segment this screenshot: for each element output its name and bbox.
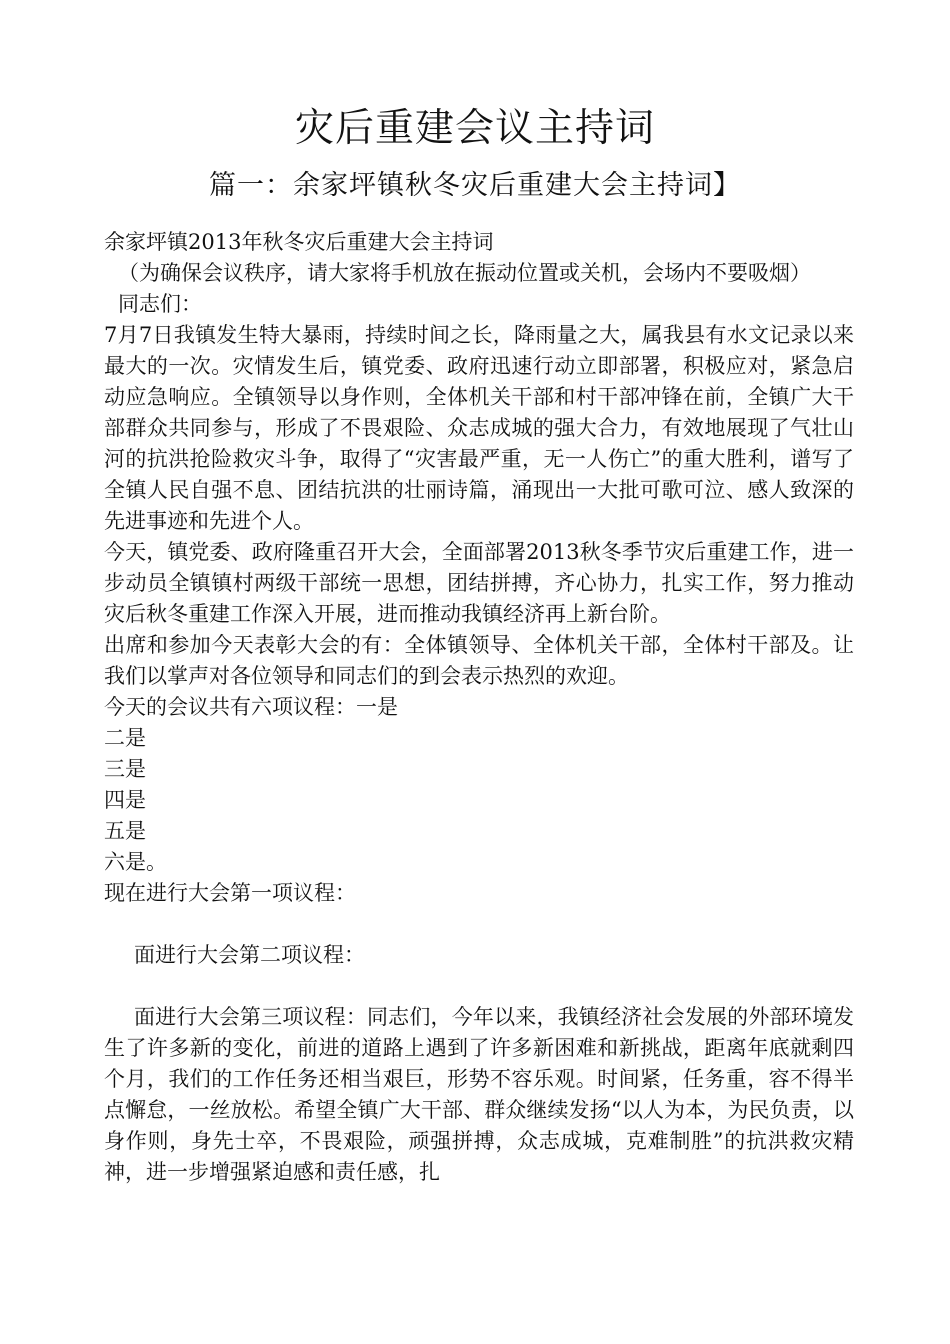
document-title: 灾后重建会议主持词 (294, 106, 655, 151)
agenda-item: 二是 (104, 726, 146, 750)
agenda-item: 五是 (104, 819, 146, 843)
blank-line (104, 971, 854, 1002)
paragraph-greeting: 同志们： (118, 292, 202, 316)
paragraph-attendees: 出席和参加今天表彰大会的有：全体镇领导、全体机关干部，全体村干部及。让我们以掌声对各位领导和同志们的到会表示热烈的欢迎。 (104, 633, 854, 688)
paragraph-disaster-review: 7月7日我镇发生特大暴雨，持续时间之长，降雨量之大，属我县有水文记录以来最大的一次。灾情发生后，镇党委、政府迅速行动立即部署，积极应对，紧急启动应急响应。全镇领导以身作则，全体机关干部和村干部冲锋在前，全镇广大干部群众共同参与，形成了不畏艰险、众志成城的强大合力，有效地展现了气壮山河的抗洪抢险救灾斗争，取得了“灾害最严重，无一人伤亡”的重大胜利，谱写了全镇人民自强不息、团结抗洪的壮丽诗篇，涌现出一大批可歌可泣、感人致深的先进事迹和先进个人。 (104, 323, 854, 533)
document-subtitle: 篇一：余家坪镇秋冬灾后重建大会主持词】 (209, 170, 741, 201)
paragraph-heading-line: 余家坪镇2013年秋冬灾后重建大会主持词 (104, 230, 494, 254)
agenda-item: 六是。 (104, 850, 167, 874)
paragraph-agenda-two: 面进行大会第二项议程： (134, 943, 365, 967)
paragraph-agenda-three: 面进行大会第三项议程：同志们，今年以来，我镇经济社会发展的外部环境发生了许多新的变化，前进的道路上遇到了许多新困难和新挑战，距离年底就剩四个月，我们的工作任务还相当艰巨，形势不容乐观。时间紧，任务重，容不得半点懈怠，一丝放松。希望全镇广大干部、群众继续发扬“以人为本，为民负责，以身作则，身先士卒，不畏艰险，顽强拼搏，众志成城，克难制胜”的抗洪救灾精神，进一步增强紧迫感和责任感，扎 (104, 1005, 854, 1184)
document-body (104, 227, 854, 1188)
agenda-item: 三是 (104, 757, 146, 781)
agenda-item: 四是 (104, 788, 146, 812)
paragraph-meeting-purpose: 今天，镇党委、政府隆重召开大会，全面部署2013秋冬季节灾后重建工作，进一步动员全镇镇村两级干部统一思想，团结拼搏，齐心协力，扎实工作，努力推动灾后秋冬重建工作深入开展，进而推动我镇经济再上新台阶。 (104, 540, 854, 626)
paragraph-agenda-intro: 今天的会议共有六项议程：一是 (104, 695, 398, 719)
paragraph-agenda-one: 现在进行大会第一项议程： (104, 881, 356, 905)
blank-line (104, 909, 854, 940)
paragraph-notice: （为确保会议秩序，请大家将手机放在振动位置或关机，会场内不要吸烟） (118, 261, 811, 285)
